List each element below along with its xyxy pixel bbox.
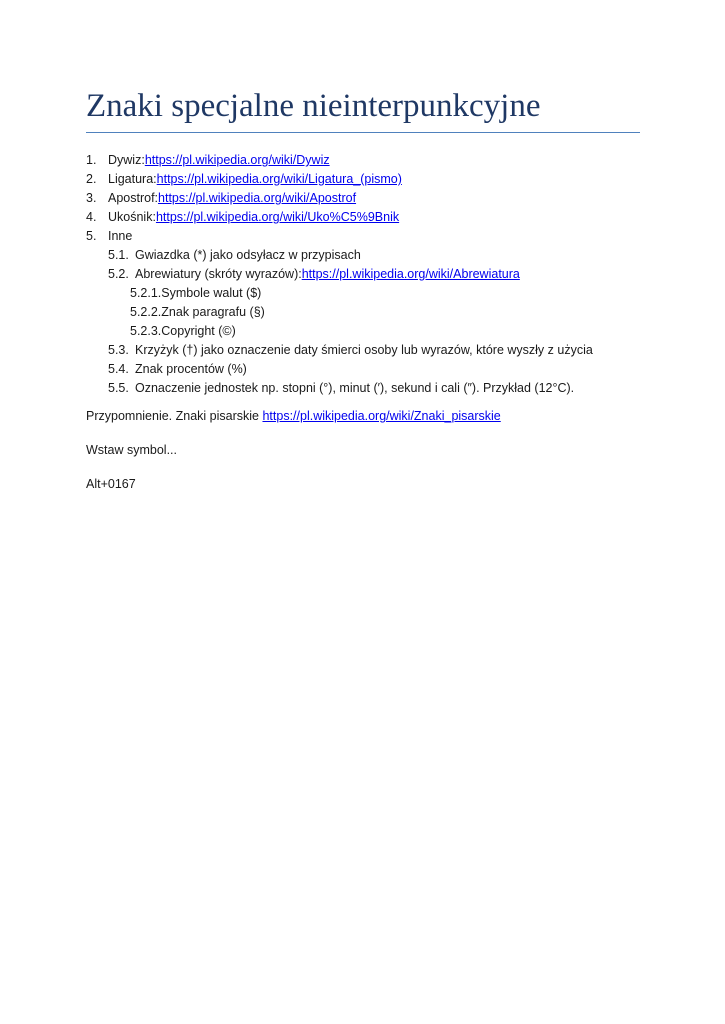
list-number: 4. [86,210,97,224]
list-item-label: Abrewiatury (skróty wyrazów): [135,267,302,281]
list-item-label: Oznaczenie jednostek np. stopni (°), minut (′), sekund i cali (″). Przykład (12°C). [135,381,575,395]
list-item-label: Apostrof: [108,191,159,205]
wiki-link-ukosnik[interactable]: https://pl.wikipedia.org/wiki/Uko%C5%9Bnik [155,210,400,224]
list-item-label: Ligatura: [108,172,157,186]
list-number: 1. [86,153,97,167]
list-item [86,151,640,170]
list-item [86,208,640,227]
page-title: Znaki specjalne nieinterpunkcyjne [86,88,541,124]
sublist-item [86,265,640,284]
list-item-label: Znak procentów (%) [135,362,247,376]
wiki-link-apostrof[interactable]: https://pl.wikipedia.org/wiki/Apostrof [158,191,357,205]
list-item [86,227,640,246]
subsublist-item [86,284,640,303]
title-underline [86,132,640,133]
sublist-item [86,360,640,379]
sublist-item [86,341,640,360]
list-item-label: Gwiazdka (*) jako odsyłacz w przypisach [135,248,361,262]
insert-symbol-paragraph: Wstaw symbol... [86,443,177,457]
list-item-label: Symbole walut ($) [161,286,262,300]
list-number: 5. [86,229,97,243]
reminder-text: Przypomnienie. Znaki pisarskie [86,409,263,423]
list-number: 2. [86,172,97,186]
document-page [86,80,640,494]
reminder-paragraph [86,407,640,426]
list-item-label: Dywiz: [108,153,145,167]
sublist-item [86,379,640,398]
list-number: 5.2.2. [130,305,162,319]
subsublist-item [86,322,640,341]
list-item-label: Krzyżyk (†) jako oznaczenie daty śmierci osoby lub wyrazów, które wyszły z użycia [135,343,593,357]
list-item-label: Inne [108,229,133,243]
list-number: 5.2.1. [130,286,162,300]
sublist-item [86,246,640,265]
list-item [86,189,640,208]
alt-code-paragraph: Alt+0167 [86,477,136,491]
list-number: 5.4. [108,362,129,376]
list-item-label: Ukośnik: [108,210,156,224]
list-item [86,170,640,189]
wiki-link-znaki-pisarskie[interactable]: https://pl.wikipedia.org/wiki/Znaki_pisarskie [262,409,501,423]
wiki-link-ligatura[interactable]: https://pl.wikipedia.org/wiki/Ligatura_(pismo) [156,172,402,186]
list-item-label: Copyright (©) [161,324,236,338]
list-number: 3. [86,191,97,205]
numbered-list [86,151,640,398]
wiki-link-abrewiatura[interactable]: https://pl.wikipedia.org/wiki/Abrewiatura [301,267,520,281]
list-number: 5.3. [108,343,129,357]
wiki-link-dywiz[interactable]: https://pl.wikipedia.org/wiki/Dywiz [144,153,330,167]
subsublist-item [86,303,640,322]
list-number: 5.2. [108,267,129,281]
list-item-label: Znak paragrafu (§) [161,305,265,319]
list-number: 5.1. [108,248,129,262]
list-number: 5.5. [108,381,129,395]
list-number: 5.2.3. [130,324,162,338]
